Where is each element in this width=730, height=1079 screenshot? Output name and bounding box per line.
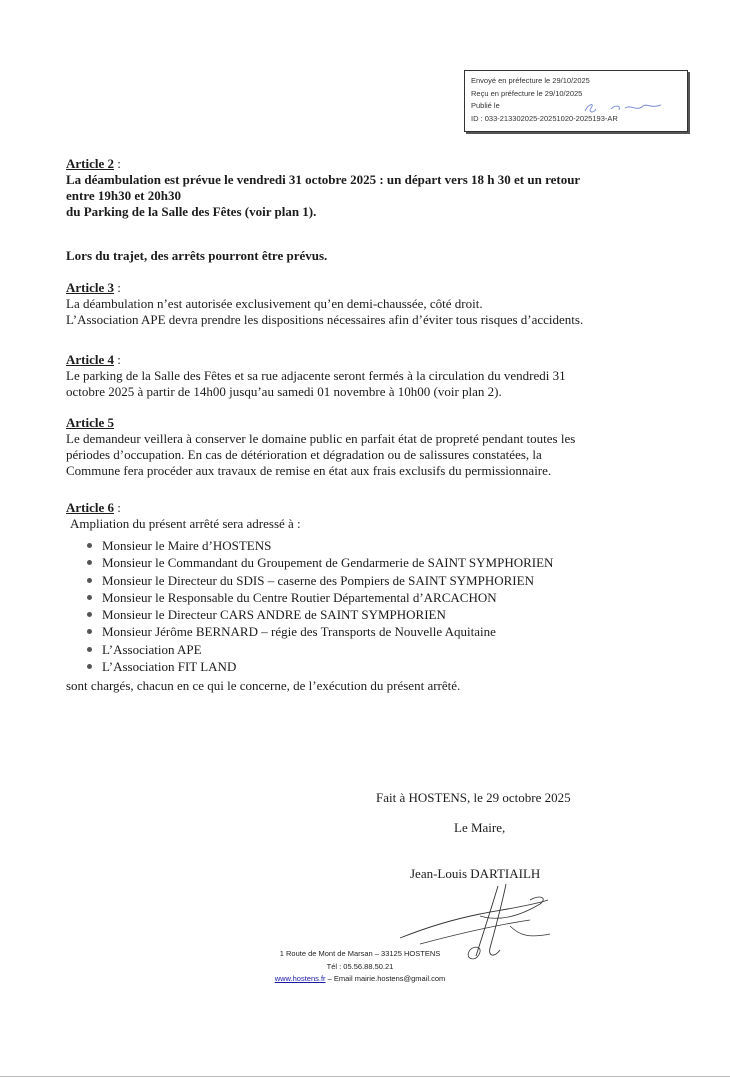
list-item: L’Association APE xyxy=(86,641,553,658)
article-5-line-2: périodes d’occupation. En cas de détérioration et dégradation ou de salissures constatées, la xyxy=(66,447,542,462)
stamp-id: ID : 033-213302025-20251020-2025193-AR xyxy=(471,113,618,123)
prefecture-stamp xyxy=(464,70,688,132)
website-link[interactable]: www.hostens.fr xyxy=(274,974,326,983)
footer-email: – Email mairie.hostens@gmail.com xyxy=(325,974,446,983)
footer-address: 1 Route de Mont de Marsan – 33125 HOSTENS xyxy=(279,949,441,958)
list-item: Monsieur le Responsable du Centre Routier Départemental d’ARCACHON xyxy=(86,589,553,606)
footer-phone: Tél : 05.56.88.50.21 xyxy=(326,962,394,971)
stamp-published: Publié le xyxy=(471,101,500,110)
article-2-line-2: entre 19h30 et 20h30 xyxy=(66,188,181,203)
signatory-name: Jean-Louis DARTIAILH xyxy=(410,866,541,881)
article-2 xyxy=(66,156,646,220)
article-3 xyxy=(66,280,646,328)
list-item: Monsieur le Directeur du SDIS – caserne des Pompiers de SAINT SYMPHORIEN xyxy=(86,572,553,589)
list-item: Monsieur le Maire d’HOSTENS xyxy=(86,537,553,554)
stamp-received: Reçu en préfecture le 29/10/2025 xyxy=(471,88,583,98)
article-6-title: Article 6 xyxy=(66,500,115,515)
article-5-line-3: Commune fera procéder aux travaux de remise en état aux frais exclusifs du permissionnaire. xyxy=(66,463,552,478)
article-2-line-3: du Parking de la Salle des Fêtes (voir plan 1). xyxy=(66,204,317,219)
stamp-sent: Envoyé en préfecture le 29/10/2025 xyxy=(471,76,590,85)
article-6-intro: Ampliation du présent arrêté sera adressé à : xyxy=(70,516,301,531)
article-2-title: Article 2 xyxy=(66,156,115,171)
signatory-role: Le Maire, xyxy=(454,820,506,835)
article-3-colon: : xyxy=(114,280,121,295)
recipients-list xyxy=(86,537,553,675)
stamp-initials-icon xyxy=(581,99,671,117)
article-5-title: Article 5 xyxy=(66,415,115,430)
footer-contact xyxy=(250,973,470,984)
article-6-closing: sont chargés, chacun en ce qui le concerne, de l’exécution du présent arrêté. xyxy=(66,678,461,693)
article-6 xyxy=(66,500,646,532)
article-4-line-2: octobre 2025 à partir de 14h00 jusqu’au samedi 01 novembre à 10h00 (voir plan 2). xyxy=(66,384,502,399)
list-item: Monsieur le Directeur CARS ANDRE de SAINT SYMPHORIEN xyxy=(86,606,553,623)
article-6-colon: : xyxy=(114,500,121,515)
article-2-line-1: La déambulation est prévue le vendredi 31 octobre 2025 : un départ vers 18 h 30 et un retour xyxy=(66,172,581,187)
article-5-line-1: Le demandeur veillera à conserver le domaine public en parfait état de propreté pendant toutes les xyxy=(66,431,576,446)
article-2-stops: Lors du trajet, des arrêts pourront être prévus. xyxy=(66,248,328,263)
article-4-line-1: Le parking de la Salle des Fêtes et sa rue adjacente seront fermés à la circulation du vendredi 31 xyxy=(66,368,566,383)
article-2-colon: : xyxy=(114,156,121,171)
article-3-title: Article 3 xyxy=(66,280,115,295)
list-item: L’Association FIT LAND xyxy=(86,658,553,675)
list-item: Monsieur Jérôme BERNARD – régie des Transports de Nouvelle Aquitaine xyxy=(86,623,553,640)
article-3-line-2: L’Association APE devra prendre les dispositions nécessaires afin d’éviter tous risques d’accidents. xyxy=(66,312,584,327)
article-3-line-1: La déambulation n’est autorisée exclusivement qu’en demi-chaussée, côté droit. xyxy=(66,296,483,311)
list-item: Monsieur le Commandant du Groupement de Gendarmerie de SAINT SYMPHORIEN xyxy=(86,554,553,571)
article-5 xyxy=(66,415,646,479)
article-4-title: Article 4 xyxy=(66,352,115,367)
article-4-colon: : xyxy=(114,352,121,367)
place-date: Fait à HOSTENS, le 29 octobre 2025 xyxy=(376,790,571,805)
article-4 xyxy=(66,352,646,400)
page-bottom-divider xyxy=(0,1076,730,1077)
